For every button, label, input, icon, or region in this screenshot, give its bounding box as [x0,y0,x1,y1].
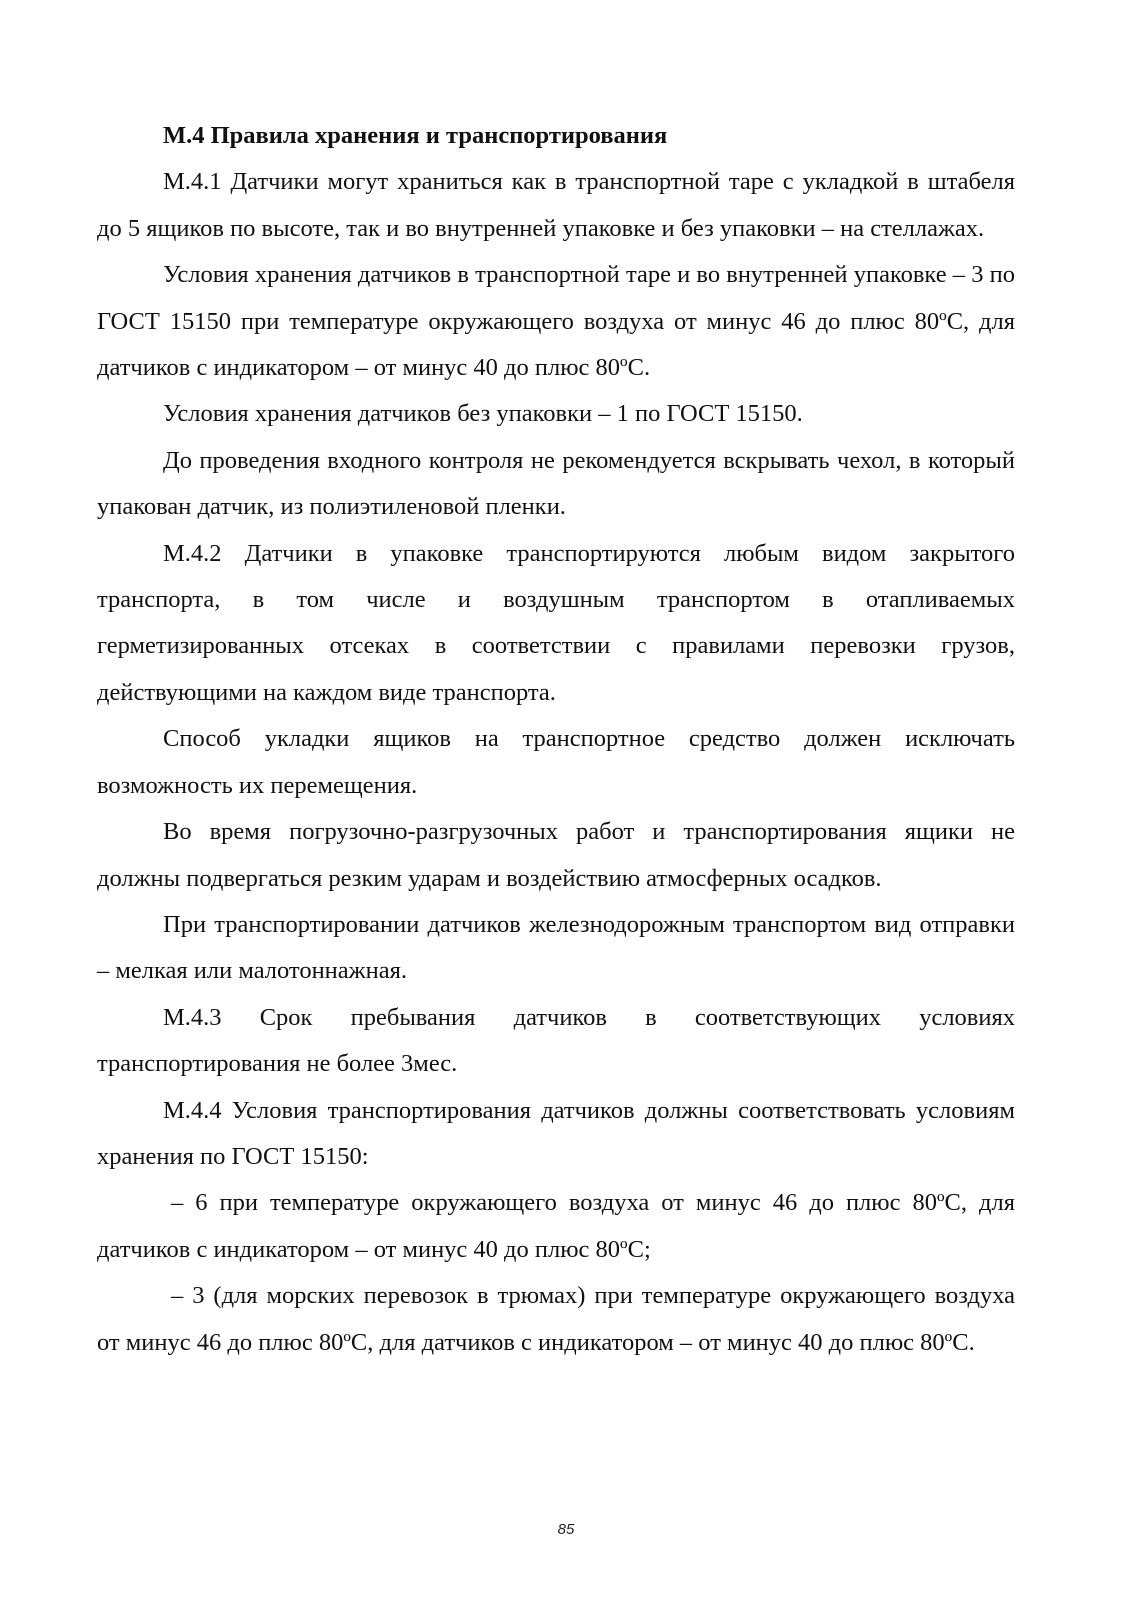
paragraph-m42: М.4.2 Датчики в упаковке транспортируются любым видом закрытого транспорта, в том числе и воздушным транспортом в отапливаемых герметизированных отсеках в соответствии с правилами перевозки грузов, действующими на каждом виде транспорта. [97,539,1015,706]
paragraph-m41: М.4.1 Датчики могут храниться как в транспортной таре с укладкой в штабеля до 5 ящиков по высоте, так и во внутренней упаковке и без упаковки – на стеллажах. [97,168,1015,242]
paragraph-stacking-method: Способ укладки ящиков на транспортное средство должен исключать возможность их перемещения. [97,725,1015,799]
page-content [97,113,1015,1366]
paragraph-railway-transport: При транспортировании датчиков железнодорожным транспортом вид отправки – мелкая или малотоннажная. [97,910,1015,985]
paragraph-m44: М.4.4 Условия транспортирования датчиков должны соответствовать условиям хранения по ГОСТ 15150: [97,1096,1015,1170]
paragraph-storage-conditions-unpacked: Условия хранения датчиков без упаковки – 1 по ГОСТ 15150. [163,400,803,428]
section-heading: М.4 Правила хранения и транспортирования [163,122,668,149]
page-number: 85 [557,1521,575,1538]
list-item-condition-6: – 6 при температуре окружающего воздуха от минус 46 до плюс 80ºС, для датчиков с индикатором – от минус 40 до плюс 80ºС; [97,1189,1015,1263]
paragraph-storage-conditions-packed: Условия хранения датчиков в транспортной таре и во внутренней упаковке – 3 по ГОСТ 15150 при температуре окружающего воздуха от минус 46 до плюс 80ºС, для датчиков с индикатором – от минус 40 до плюс 80ºС. [97,261,1015,382]
paragraph-loading-works: Во время погрузочно-разгрузочных работ и транспортирования ящики не должны подвергаться резким ударам и воздействию атмосферных осадков. [97,818,1015,892]
paragraph-input-control: До проведения входного контроля не рекомендуется вскрывать чехол, в который упакован датчик, из полиэтиленовой пленки. [97,446,1015,521]
list-item-condition-3: – 3 (для морских перевозок в трюмах) при температуре окружающего воздуха от минус 46 до плюс 80ºС, для датчиков с индикатором – от минус 40 до плюс 80ºС. [97,1282,1015,1356]
paragraph-m43: М.4.3 Срок пребывания датчиков в соответствующих условиях транспортирования не более 3мес. [97,1003,1015,1078]
